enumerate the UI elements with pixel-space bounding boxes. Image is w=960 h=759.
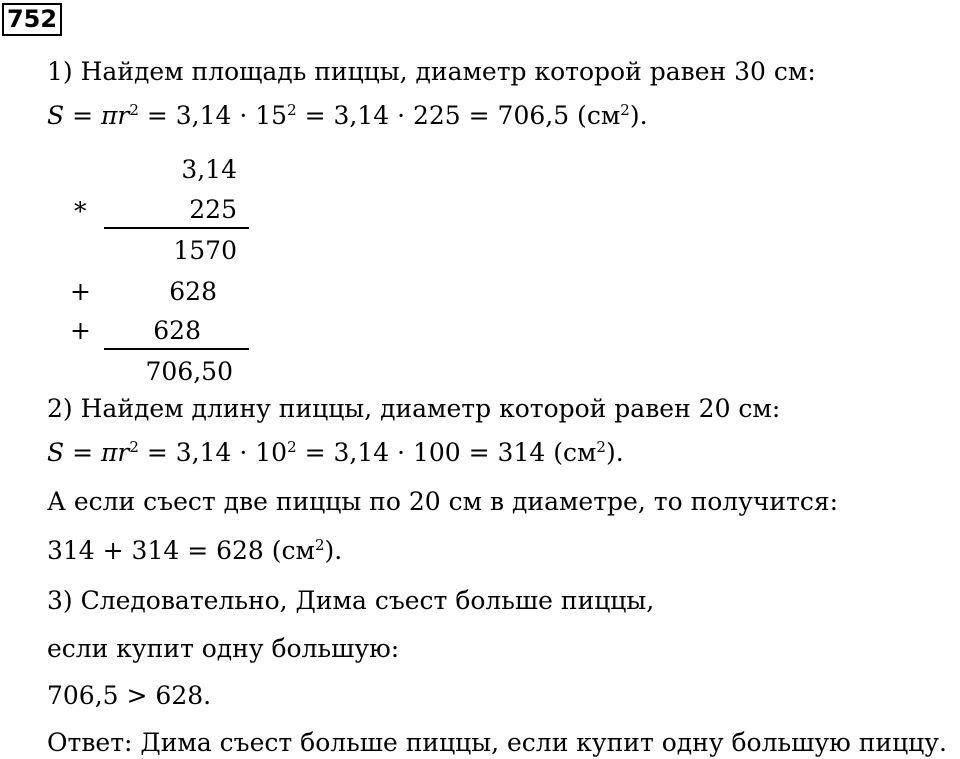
formula-exponent: 2 xyxy=(129,438,139,456)
formula-exponent: 2 xyxy=(596,438,606,456)
mult-partial-2: 628 xyxy=(169,277,217,306)
step2-text: 2) Найдем длину пиццы, диаметр которой равен 20 см: xyxy=(47,394,781,423)
formula-area-20 xyxy=(47,437,624,469)
mult-operator-times: * xyxy=(74,197,87,226)
formula-exponent: 2 xyxy=(287,438,297,456)
step3-continuation: если купит одну большую: xyxy=(47,634,400,663)
formula-part: = 3,14 · 10 xyxy=(138,438,288,467)
formula-exponent: 2 xyxy=(129,101,139,119)
formula-end: ). xyxy=(605,438,624,467)
sum-line xyxy=(47,535,342,567)
formula-pi-r: πr xyxy=(100,438,130,467)
mult-operator-plus: + xyxy=(70,277,91,306)
mult-result: 706,50 xyxy=(145,357,233,386)
formula-part: = 3,14 · 15 xyxy=(138,101,288,130)
mult-divider-line xyxy=(104,348,249,350)
formula-exponent: 2 xyxy=(620,101,630,119)
sum-expression: 314 + 314 = 628 (см xyxy=(47,536,315,565)
two-pizzas-text: А если съест две пиццы по 20 см в диаметре, то получится: xyxy=(47,487,839,516)
formula-end: ). xyxy=(629,101,648,130)
formula-pi-r: πr xyxy=(100,101,130,130)
mult-operator-plus: + xyxy=(70,316,91,345)
mult-divider-line xyxy=(104,227,249,229)
mult-partial-1: 1570 xyxy=(173,236,237,265)
comparison-line: 706,5 > 628. xyxy=(47,681,212,710)
problem-number: 752 xyxy=(2,3,62,36)
formula-area-30 xyxy=(47,100,648,132)
step3-text: 3) Следовательно, Дима съест больше пиццы, xyxy=(47,586,655,615)
formula-part: = 3,14 · 225 = 706,5 (см xyxy=(296,101,621,130)
formula-end: ). xyxy=(324,536,343,565)
formula-part: = 3,14 · 100 = 314 (см xyxy=(296,438,597,467)
answer-line: Ответ: Дима съест больше пиццы, если купит одну большую пиццу. xyxy=(47,728,947,757)
formula-exponent: 2 xyxy=(287,101,297,119)
formula-equals: = xyxy=(64,101,101,130)
formula-equals: = xyxy=(64,438,101,467)
mult-row-multiplicand: 3,14 xyxy=(181,155,237,184)
mult-row-multiplier: 225 xyxy=(189,195,237,224)
mult-partial-3: 628 xyxy=(153,316,201,345)
step1-text: 1) Найдем площадь пиццы, диаметр которой равен 30 см: xyxy=(47,57,816,86)
formula-symbol-s: S xyxy=(47,438,65,467)
formula-symbol-s: S xyxy=(47,101,65,130)
formula-exponent: 2 xyxy=(314,536,325,554)
